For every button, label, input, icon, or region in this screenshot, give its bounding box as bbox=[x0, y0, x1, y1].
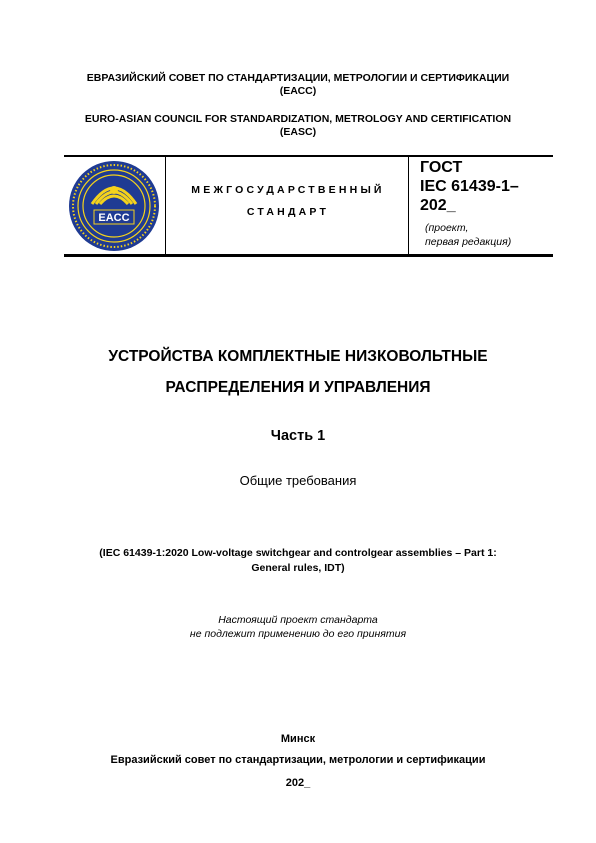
standard-label bbox=[182, 184, 394, 218]
draft-notice-line2: не подлежит применению до его принятия bbox=[189, 628, 407, 640]
edition-note bbox=[425, 221, 511, 249]
eacc-logo-icon bbox=[68, 160, 160, 252]
gost-number bbox=[420, 158, 519, 215]
top-rule bbox=[64, 155, 553, 157]
org-name-en-line2: (EASC) bbox=[279, 126, 317, 138]
logo-center-text: EACC bbox=[98, 212, 130, 224]
iec-reference bbox=[0, 546, 596, 576]
part-number: Часть 1 bbox=[270, 428, 326, 444]
footer-year: 202_ bbox=[285, 777, 311, 789]
draft-notice bbox=[0, 613, 596, 641]
standard-label-line2: СТАНДАРТ bbox=[246, 206, 330, 218]
org-name-ru-line2: (ЕАСС) bbox=[279, 85, 317, 97]
iec-reference-line2: General rules, IDT) bbox=[251, 562, 345, 574]
eacc-logo bbox=[68, 160, 160, 252]
document-title-line1: УСТРОЙСТВА КОМПЛЕКТНЫЕ НИЗКОВОЛЬТНЫЕ bbox=[108, 348, 488, 365]
org-name-ru-line1: ЕВРАЗИЙСКИЙ СОВЕТ ПО СТАНДАРТИЗАЦИИ, МЕТРОЛОГИИ И СЕРТИФИКАЦИИ bbox=[86, 72, 510, 84]
org-name-ru bbox=[0, 72, 596, 98]
divider-left bbox=[165, 157, 166, 255]
gost-number-line2: 202_ bbox=[420, 197, 456, 214]
iec-reference-line1: (IEC 61439-1:2020 Low-voltage switchgear and controlgear assemblies – Part 1: bbox=[99, 547, 497, 559]
org-name-en-line1: EURO-ASIAN COUNCIL FOR STANDARDIZATION, METROLOGY AND CERTIFICATION bbox=[84, 113, 512, 125]
divider-right bbox=[408, 157, 409, 255]
header-bottom-rule bbox=[64, 254, 553, 257]
document-title bbox=[0, 341, 596, 403]
gost-number-line1: IEC 61439-1– bbox=[420, 178, 519, 195]
org-name-en bbox=[0, 113, 596, 139]
document-title-line2: РАСПРЕДЕЛЕНИЯ И УПРАВЛЕНИЯ bbox=[165, 379, 431, 396]
edition-note-line1: (проект, bbox=[425, 222, 469, 234]
gost-label: ГОСТ bbox=[420, 159, 463, 176]
draft-notice-line1: Настоящий проект стандарта bbox=[218, 614, 378, 626]
edition-note-line2: первая редакция) bbox=[425, 236, 512, 248]
standard-label-line1: МЕЖГОСУДАРСТВЕННЫЙ bbox=[191, 184, 385, 196]
footer-city: Минск bbox=[280, 733, 316, 745]
footer-publisher: Евразийский совет по стандартизации, метрологии и сертификации bbox=[110, 754, 486, 766]
document-subtitle: Общие требования bbox=[239, 473, 357, 488]
